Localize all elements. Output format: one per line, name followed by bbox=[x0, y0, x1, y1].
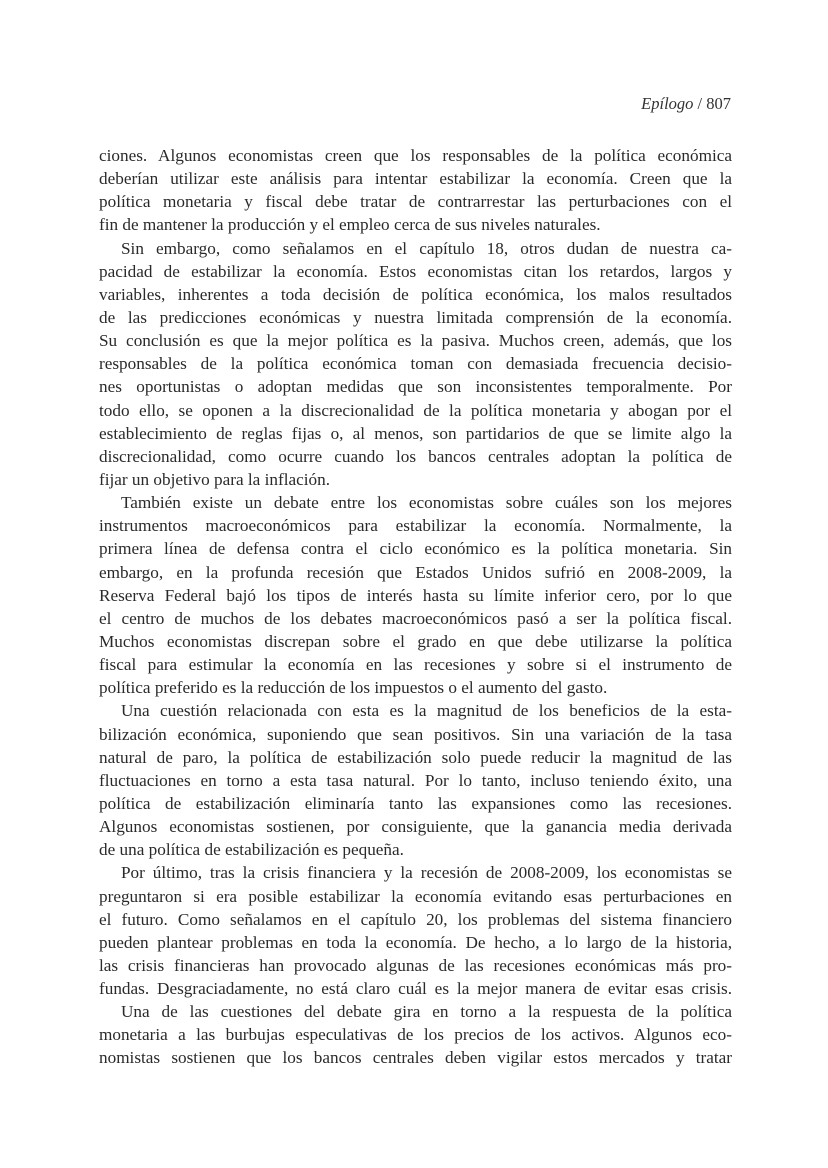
text-line: ciones. Algunos economistas creen que los responsables de la política económica bbox=[99, 146, 732, 165]
text-line: las crisis financieras han provocado algunas de las recesiones económicas más pro- bbox=[99, 955, 732, 975]
text-line: Reserva Federal bajó los tipos de interés hasta su límite inferior cero, por lo que bbox=[99, 585, 732, 605]
text-line: política monetaria y fiscal debe tratar de contrarrestar las perturbaciones con el bbox=[99, 192, 732, 212]
paragraph bbox=[99, 237, 732, 492]
text-line: Muchos economistas discrepan sobre el grado en que debe utilizarse la política bbox=[99, 631, 732, 651]
text-line: Sin embargo, como señalamos en el capítulo 18, otros dudan de nuestra ca- bbox=[121, 238, 732, 258]
text-line: Por último, tras la crisis financiera y la recesión de 2008-2009, los economistas se bbox=[121, 863, 732, 883]
text-line: política preferido es la reducción de los impuestos o el aumento del gasto. bbox=[99, 678, 608, 698]
text-line: embargo, en la profunda recesión que Estados Unidos sufrió en 2008-2009, la bbox=[99, 562, 732, 582]
running-head-separator: / bbox=[693, 94, 707, 113]
text-line: variables, inherentes a toda decisión de política económica, los malos resultados bbox=[99, 284, 732, 304]
body-text bbox=[99, 144, 732, 1070]
text-line: Su conclusión es que la mejor política es la pasiva. Muchos creen, además, que los bbox=[99, 331, 732, 351]
text-line: fluctuaciones en torno a esta tasa natural. Por lo tanto, incluso teniendo éxito, una bbox=[99, 770, 732, 790]
text-line: Una cuestión relacionada con esta es la magnitud de los beneficios de la esta- bbox=[121, 701, 732, 721]
text-line: fiscal para estimular la economía en las recesiones y sobre si el instrumento de bbox=[99, 655, 732, 675]
paragraph bbox=[99, 699, 732, 861]
text-line: fijar un objetivo para la inflación. bbox=[99, 469, 330, 489]
text-line: primera línea de defensa contra el ciclo económico es la política monetaria. Sin bbox=[99, 539, 732, 559]
paragraph bbox=[99, 1000, 732, 1069]
text-line: el futuro. Como señalamos en el capítulo 20, los problemas del sistema financiero bbox=[99, 909, 732, 929]
text-line: fundas. Desgraciadamente, no está claro cuál es la mejor manera de evitar esas crisis. bbox=[99, 979, 732, 999]
text-line: nes oportunistas o adoptan medidas que son inconsistentes temporalmente. Por bbox=[99, 377, 732, 397]
text-line: responsables de la política económica toman con demasiada frecuencia decisio- bbox=[99, 354, 732, 374]
text-line: nomistas sostienen que los bancos centrales deben vigilar estos mercados y tratar bbox=[99, 1048, 732, 1068]
paragraph bbox=[99, 491, 732, 699]
text-line: de las predicciones económicas y nuestra limitada comprensión de la economía. bbox=[99, 307, 732, 327]
text-line: el centro de muchos de los debates macroeconómicos pasó a ser la política fiscal. bbox=[99, 608, 732, 628]
text-line: preguntaron si era posible estabilizar la economía evitando esas perturbaciones en bbox=[99, 886, 732, 906]
text-line: de una política de estabilización es pequeña. bbox=[99, 840, 404, 860]
text-line: fin de mantener la producción y el empleo cerca de sus niveles naturales. bbox=[99, 215, 601, 235]
page-number: 807 bbox=[706, 94, 731, 113]
text-line: natural de paro, la política de estabilización solo puede reducir la magnitud de las bbox=[99, 747, 732, 767]
text-line: todo ello, se oponen a la discrecionalidad de la política monetaria y abogan por el bbox=[99, 400, 732, 420]
text-line: instrumentos macroeconómicos para estabilizar la economía. Normalmente, la bbox=[99, 516, 732, 536]
paragraph bbox=[99, 144, 732, 237]
text-line: deberían utilizar este análisis para intentar estabilizar la economía. Creen que la bbox=[99, 169, 732, 189]
text-line: discrecionalidad, como ocurre cuando los bancos centrales adoptan la política de bbox=[99, 446, 732, 466]
running-head bbox=[641, 94, 731, 114]
text-line: establecimiento de reglas fijas o, al menos, son partidarios de que se limite algo la bbox=[99, 423, 732, 443]
paragraph bbox=[99, 861, 732, 1000]
text-line: pueden plantear problemas en toda la economía. De hecho, a lo largo de la historia, bbox=[99, 932, 732, 952]
text-line: También existe un debate entre los economistas sobre cuáles son los mejores bbox=[121, 493, 732, 513]
text-line: Algunos economistas sostienen, por consiguiente, que la ganancia media derivada bbox=[99, 817, 732, 837]
text-line: política de estabilización eliminaría tanto las expansiones como las recesiones. bbox=[99, 793, 732, 813]
text-line: bilización económica, suponiendo que sean positivos. Sin una variación de la tasa bbox=[99, 724, 732, 744]
running-head-section: Epílogo bbox=[641, 94, 694, 113]
text-line: Una de las cuestiones del debate gira en torno a la respuesta de la política bbox=[121, 1002, 732, 1022]
text-line: monetaria a las burbujas especulativas de los precios de los activos. Algunos eco- bbox=[99, 1025, 732, 1045]
text-line: pacidad de estabilizar la economía. Estos economistas citan los retardos, largos y bbox=[99, 261, 732, 281]
